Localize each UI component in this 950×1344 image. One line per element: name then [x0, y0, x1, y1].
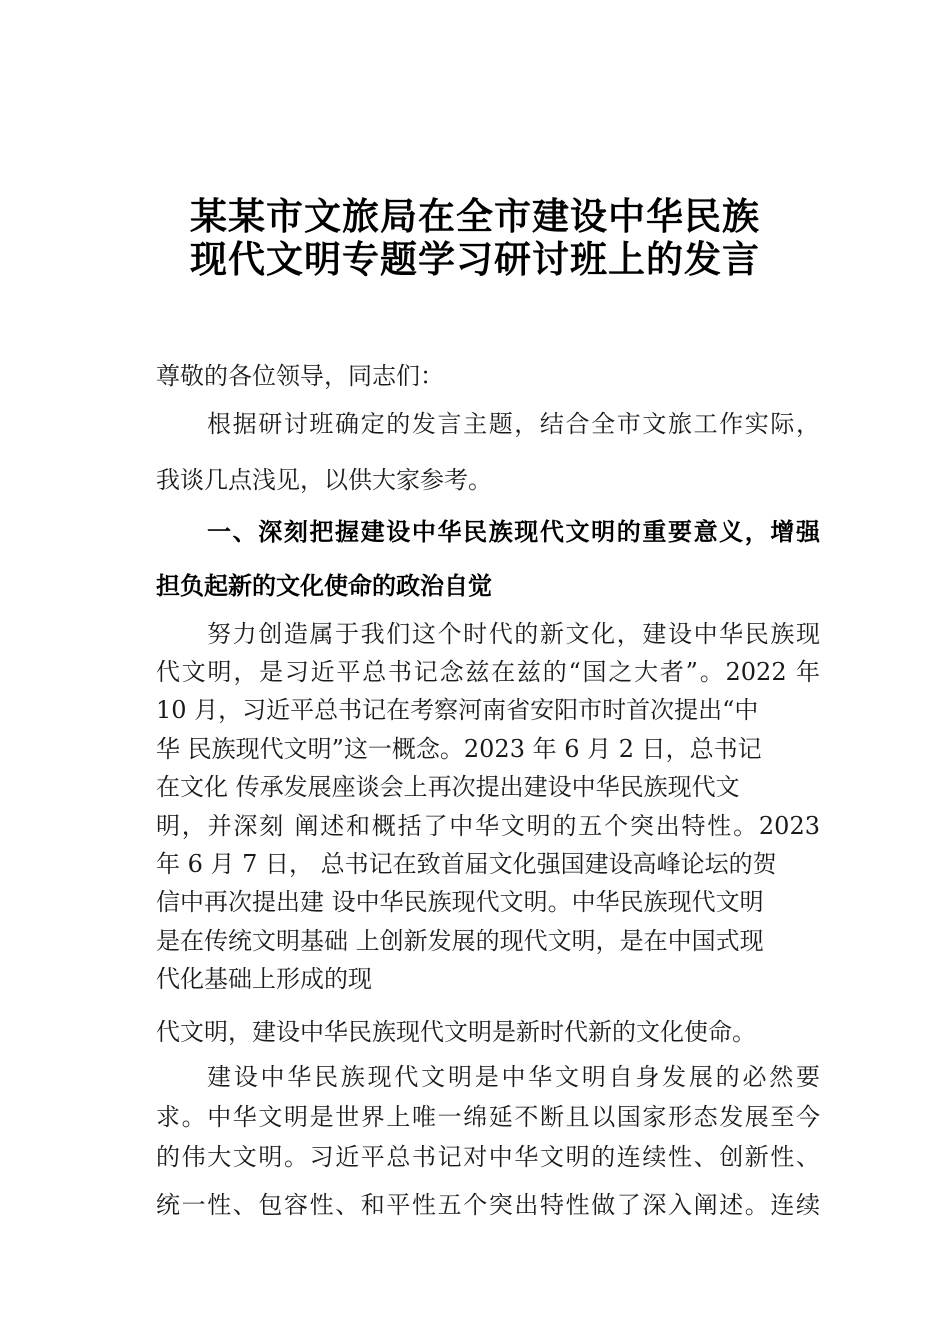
document-title-line-2: 现代文明专题学习研讨班上的发言	[190, 237, 760, 281]
paragraph-line: 10 月，习近平总书记在考察河南省安阳市时首次提出“中	[156, 696, 759, 724]
paragraph-line: 年 6 月 7 日， 总书记在致首届文化强国建设高峰论坛的贺	[156, 850, 777, 878]
section-heading-line: 一、深刻把握建设中华民族现代文明的重要意义，增强	[207, 518, 820, 546]
section-heading-line: 担负起新的文化使命的政治自觉	[156, 572, 492, 600]
paragraph-line: 代文明，建设中华民族现代文明是新时代新的文化使命。	[156, 1018, 756, 1046]
paragraph-line: 求。中华文明是世界上唯一绵延不断且以国家形态发展至今	[156, 1103, 820, 1131]
paragraph-line: 在文化 传承发展座谈会上再次提出建设中华民族现代文	[156, 773, 740, 801]
paragraph-line: 信中再次提出建 设中华民族现代文明。中华民族现代文明	[156, 888, 764, 916]
paragraph-line: 代化基础上形成的现	[156, 965, 372, 993]
paragraph-line: 建设中华民族现代文明是中华文明自身发展的必然要	[207, 1063, 820, 1091]
paragraph-line: 代文明，是习近平总书记念兹在兹的“国之大者”。2022 年	[156, 658, 820, 686]
paragraph-line: 明，并深刻 阐述和概括了中华文明的五个突出特性。2023	[156, 812, 820, 840]
paragraph-line: 是在传统文明基础 上创新发展的现代文明，是在中国式现	[156, 927, 764, 955]
paragraph-line: 华 民族现代文明”这一概念。2023 年 6 月 2 日，总书记	[156, 735, 762, 763]
intro-line: 根据研讨班确定的发言主题，结合全市文旅工作实际，	[207, 410, 820, 438]
intro-line: 我谈几点浅见，以供大家参考。	[156, 466, 492, 494]
paragraph-line: 的伟大文明。习近平总书记对中华文明的连续性、创新性、	[156, 1143, 820, 1171]
paragraph-line: 努力创造属于我们这个时代的新文化，建设中华民族现	[207, 620, 820, 648]
paragraph-line: 统一性、包容性、和平性五个突出特性做了深入阐述。连续	[156, 1191, 820, 1219]
salutation: 尊敬的各位领导，同志们：	[156, 362, 444, 390]
document-title-line-1: 某某市文旅局在全市建设中华民族	[190, 194, 760, 238]
